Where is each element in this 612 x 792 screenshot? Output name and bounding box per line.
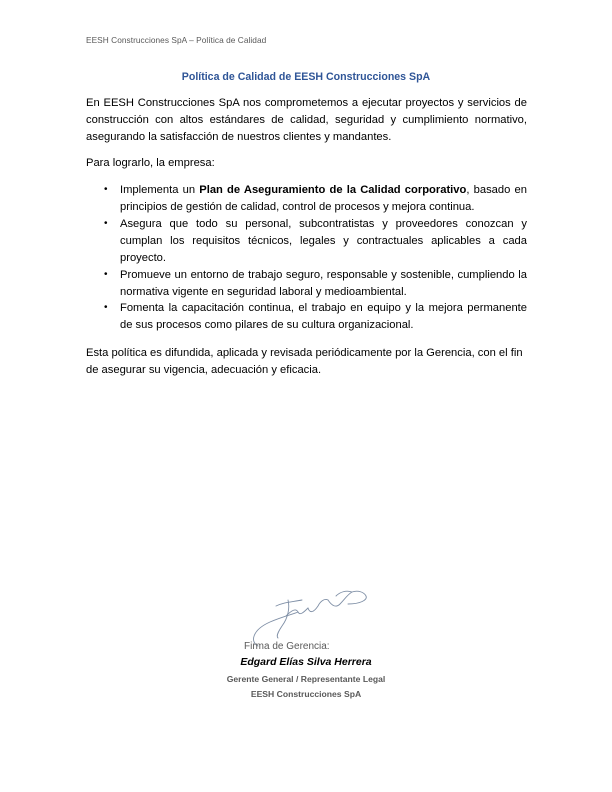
list-item-text: Promueve un entorno de trabajo seguro, responsable y sostenible, cumpliendo la normativa vigente en seguridad laboral y medioambiental. (120, 268, 527, 298)
document-title: Política de Calidad de EESH Construcciones SpA (181, 71, 431, 83)
list-item-text-before: Implementa un (120, 184, 200, 197)
bullet-icon: • (104, 217, 108, 229)
list-item (86, 216, 527, 267)
list-item-text: Asegura que todo su personal, subcontratistas y proveedores conozcan y cumplan los requisitos técnicos, legales y contractuales aplicables a cada proyecto. (120, 217, 527, 264)
document-body (86, 95, 527, 379)
signature-block (0, 578, 612, 708)
signer-role: Gerente General / Representante Legal (226, 674, 386, 684)
list-item-text-after: , basado en principios de gestión de calidad, control de procesos y mejora continua. (120, 184, 527, 214)
running-header: EESH Construcciones SpA – Política de Calidad (86, 35, 267, 45)
list-item (86, 182, 527, 216)
list-item (86, 300, 527, 334)
bullet-icon: • (104, 184, 108, 196)
closing-paragraph: Esta política es difundida, aplicada y revisada periódicamente por la Gerencia, con el fin de asegurar su vigencia, adecuación y eficacia. (86, 346, 523, 376)
list-item-text: Fomenta la capacitación continua, el trabajo en equipo y la mejora permanente de sus procesos como pilares de su cultura organizacional. (120, 302, 527, 332)
signature-label: Firma de Gerencia: (244, 641, 330, 652)
signer-name: Edgard Elías Silva Herrera (240, 656, 372, 668)
handwritten-signature-icon (240, 578, 380, 648)
bullet-icon: • (104, 302, 108, 314)
list-item-bold-text: Plan de Aseguramiento de la Calidad corporativo (199, 184, 467, 197)
bullet-icon: • (104, 268, 108, 280)
lead-paragraph: Para lograrlo, la empresa: (86, 157, 215, 170)
signer-company: EESH Construcciones SpA (250, 689, 362, 699)
intro-paragraph: En EESH Construcciones SpA nos comprometemos a ejecutar proyectos y servicios de construcción con altos estándares de calidad, seguridad y cumplimiento normativo, asegurando la satisfacción de nuestros clientes y mandantes. (86, 97, 527, 143)
commitments-list (86, 182, 527, 334)
list-item (86, 267, 527, 301)
